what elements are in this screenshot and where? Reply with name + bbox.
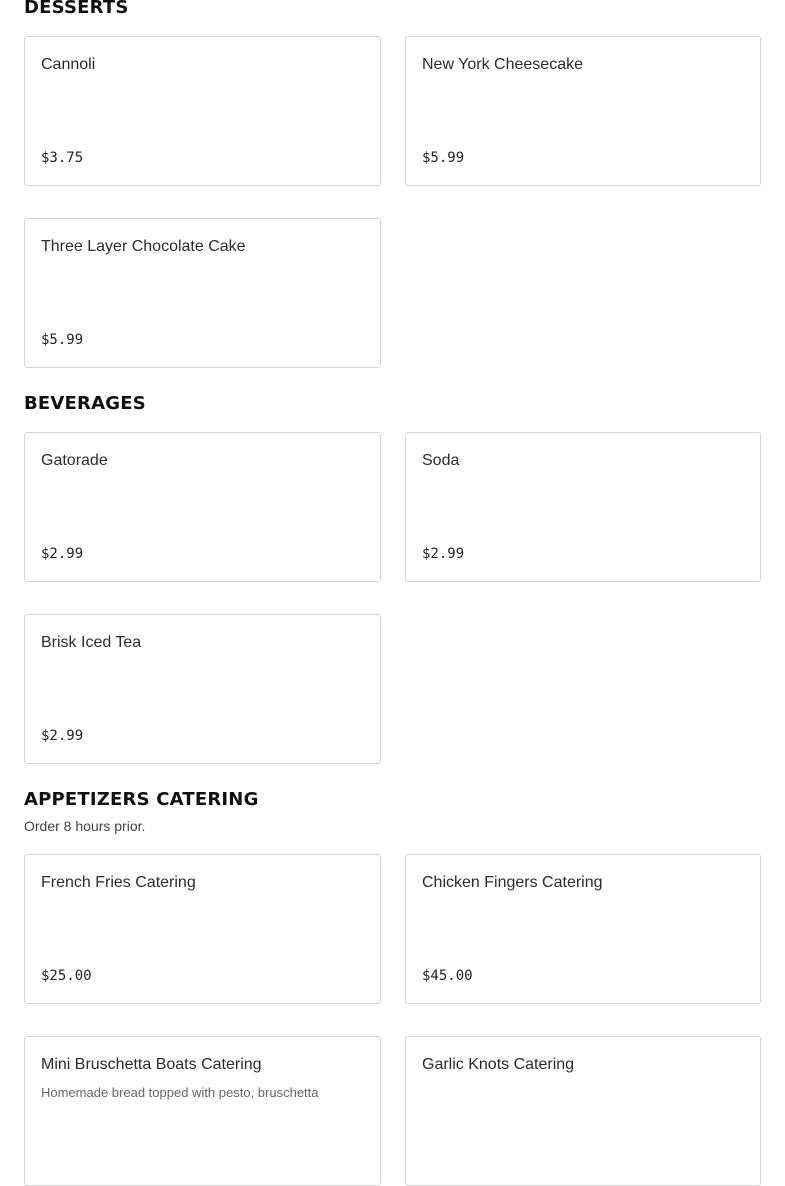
menu-item-name: New York Cheesecake bbox=[422, 56, 583, 73]
menu-item-price: $3.75 bbox=[41, 150, 84, 166]
section-title-beverages: BEVERAGES bbox=[24, 393, 146, 414]
menu-item-price: $2.99 bbox=[41, 546, 84, 562]
menu-item-card[interactable] bbox=[405, 854, 761, 1004]
menu-item-description: Homemade bread topped with pesto, bruschetta bbox=[41, 1085, 319, 1100]
menu-item-name: Gatorade bbox=[41, 452, 108, 469]
menu-item-name: Chicken Fingers Catering bbox=[422, 874, 603, 891]
menu-item-card[interactable] bbox=[24, 1036, 381, 1186]
menu-item-name: Three Layer Chocolate Cake bbox=[41, 238, 246, 255]
menu-item-card[interactable] bbox=[24, 854, 381, 1004]
section-title-appetizers-catering: APPETIZERS CATERING bbox=[24, 789, 259, 810]
menu-item-name: French Fries Catering bbox=[41, 874, 196, 891]
menu-item-price: $45.00 bbox=[422, 968, 473, 984]
menu-item-name: Mini Bruschetta Boats Catering bbox=[41, 1056, 262, 1073]
menu-item-name: Cannoli bbox=[41, 56, 96, 73]
menu-item-card[interactable] bbox=[405, 1036, 761, 1186]
menu-item-card[interactable] bbox=[24, 36, 381, 186]
menu-item-price: $25.00 bbox=[41, 968, 92, 984]
section-subtitle: Order 8 hours prior. bbox=[24, 818, 146, 834]
menu-item-name: Garlic Knots Catering bbox=[422, 1056, 575, 1073]
menu-item-price: $2.99 bbox=[41, 728, 84, 744]
menu-item-card[interactable] bbox=[24, 218, 381, 368]
menu-item-price: $5.99 bbox=[41, 332, 84, 348]
menu-item-name: Brisk Iced Tea bbox=[41, 634, 142, 651]
menu-item-card[interactable] bbox=[405, 36, 761, 186]
menu-item-card[interactable] bbox=[405, 432, 761, 582]
menu-item-price: $2.99 bbox=[422, 546, 465, 562]
menu-item-price: $5.99 bbox=[422, 150, 465, 166]
menu-item-name: Soda bbox=[422, 452, 460, 469]
menu-item-card[interactable] bbox=[24, 432, 381, 582]
menu-item-card[interactable] bbox=[24, 614, 381, 764]
section-title-desserts: DESSERTS bbox=[24, 0, 129, 18]
